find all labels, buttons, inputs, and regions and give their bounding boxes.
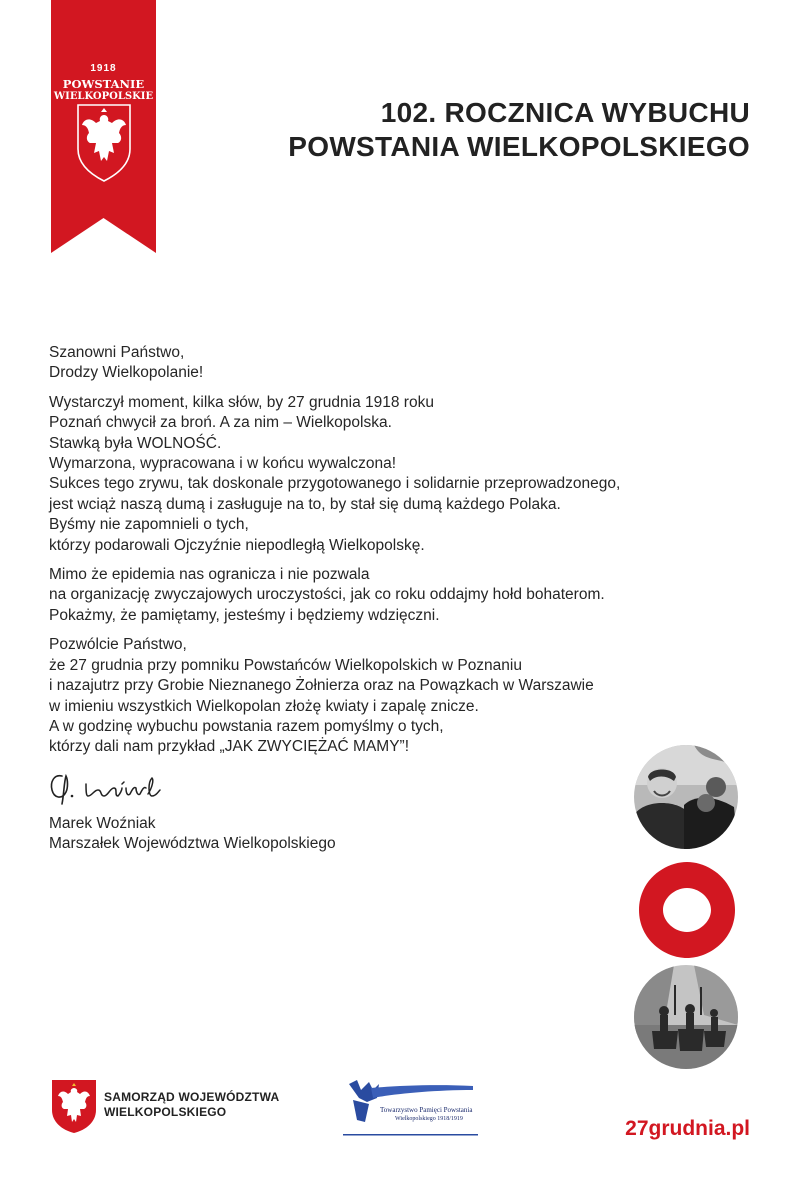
towarzystwo-line-2: Wielkopolskiego 1918/1919 [395,1116,463,1122]
letter-paragraph-1 [49,393,769,556]
title-line-1: 102. ROCZNICA WYBUCHU [380,97,750,128]
letter-line: Poznań chwycił za broń. A za nim – Wielkopolska. [49,414,392,432]
towarzystwo-line-1: Towarzystwo Pamięci Powstania [380,1106,473,1114]
samorzad-line-2: WIELKOPOLSKIEGO [104,1105,227,1119]
letter-line: jest wciąż naszą dumą i zasługuje na to, by stał się dumą każdego Polaka. [49,495,561,513]
samorzad-line-1: SAMORZĄD WOJEWÓDZTWA [104,1090,280,1104]
letter-line: Drodzy Wielkopolanie! [49,364,204,382]
letter-line: Pozwólcie Państwo, [49,636,187,654]
letter-line: Pokażmy, że pamiętamy, jesteśmy i będziemy wdzięczni. [49,606,440,624]
letter-paragraph-2 [49,565,769,626]
towarzystwo-logo [343,1076,478,1138]
letter-paragraph-greeting [49,343,769,384]
letter-line: Sukces tego zrywu, tak doskonale przygotowanego i solidarnie przeprowadzonego, [49,475,621,493]
letter-line: Mimo że epidemia nas ogranicza i nie pozwala [49,566,370,584]
historic-photo-cavalry [634,965,738,1069]
ribbon-line-wielkopolskie: WIELKOPOLSKIE [53,91,154,102]
ribbon-year: 1918 [90,63,117,74]
letter-line: którzy podarowali Ojczyźnie niepodległą Wielkopolskę. [49,536,425,554]
letter-line: A w godzinę wybuchu powstania razem pomyślmy o tych, [49,717,444,735]
signature-block [49,814,336,855]
letter-line: Byśmy nie zapomnieli o tych, [49,516,249,534]
historic-photo-cavalry-image [634,965,738,1069]
letter-paragraph-3 [49,635,769,757]
handwritten-signature [48,768,168,808]
samorzad-coat-of-arms-icon [50,1078,98,1134]
powstanie-wielkopolskie-ribbon-logo [51,0,156,253]
samorzad-logo-text [104,1090,279,1120]
historic-photo-portrait [634,745,738,849]
page-title [288,96,750,164]
ribbon-line-powstanie: POWSTANIE [62,77,145,91]
letter-line: Stawką była WOLNOŚĆ. [49,434,222,452]
letter-line: na organizację zwyczajowych uroczystości, jak co roku oddajmy hołd bohaterom. [49,586,605,604]
letter-line: w imieniu wszystkich Wielkopolan złożę kwiaty i zapalę znicze. [49,697,479,715]
historic-photo-portrait-image [634,745,738,849]
letter-line: Wymarzona, wypracowana i w końcu wywalczona! [49,455,397,473]
letter-body [49,343,769,767]
letter-line: Szanowni Państwo, [49,344,185,361]
website-link[interactable]: 27grudnia.pl [625,1117,750,1140]
author-name: Marek Woźniak [49,815,156,832]
letter-line: którzy dali nam przykład „JAK ZWYCIĘŻAĆ MAMY”! [49,738,410,756]
title-line-2: POWSTANIA WIELKOPOLSKIEGO [288,131,750,162]
letter-line: że 27 grudnia przy pomniku Powstańców Wielkopolskich w Poznaniu [49,656,522,674]
red-ring-emblem [635,858,739,962]
eagle-shield-icon [74,103,134,183]
letter-line: i nazajutrz przy Grobie Nieznanego Żołnierza oraz na Powązkach w Warszawie [49,677,594,695]
author-role: Marszałek Województwa Wielkopolskiego [49,835,336,853]
letter-line: Wystarczył moment, kilka słów, by 27 grudnia 1918 roku [49,393,434,411]
